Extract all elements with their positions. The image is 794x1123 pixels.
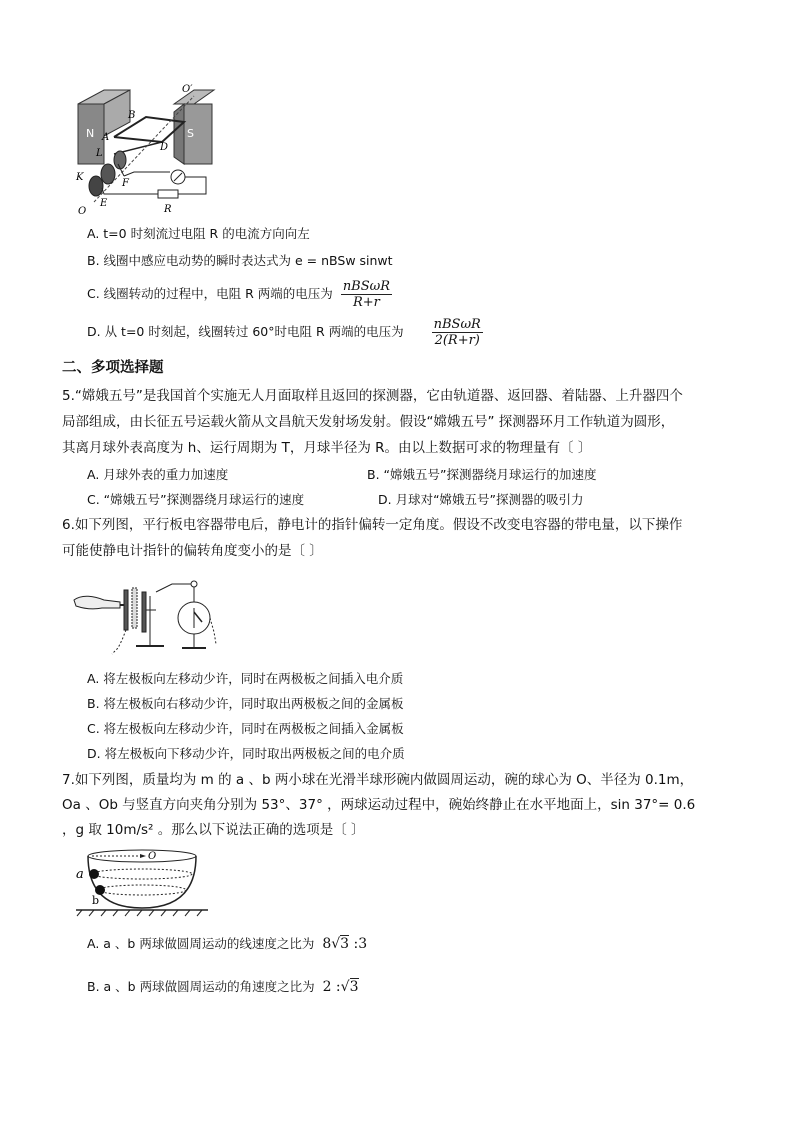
svg-text:D: D <box>160 142 169 153</box>
q4-c-fraction: $\frac{\text{nBSωR}}{R+r}$ <box>342 279 391 310</box>
svg-text:F: F <box>122 178 129 189</box>
q7-b-ratio: 2 :√3 <box>322 979 359 995</box>
svg-text:O: O <box>78 206 87 217</box>
q6-option-c: C. 将左极板向左移动少许，同时在两极板之间插入金属板 <box>87 721 404 736</box>
q7-option-b: B. a 、b 两球做圆周运动的角速度之比为 2 :√3 <box>87 979 359 995</box>
q5-option-b: B. “嫦娥五号”探测器绕月球运行的加速度 <box>367 467 597 482</box>
q5-stem-line2: 局部组成，由长征五号运载火箭从文昌航天发射场发射。假设“嫦娥五号” 探测器环月工作轨道为圆形， <box>62 414 675 430</box>
bowl-center-label: O <box>148 851 157 862</box>
q6-stem-line1: 6.如下列图，平行板电容器带电后，静电计的指针偏转一定角度。假设不改变电容器的带电量，以下操作 <box>62 517 683 533</box>
q6-option-a: A. 将左极板向左移动少许，同时在两极板之间插入电介质 <box>87 671 404 686</box>
svg-text:E: E <box>100 198 108 209</box>
svg-text:K: K <box>76 172 84 183</box>
ball-b-label: b <box>92 894 100 907</box>
q7-stem-line2: Oa 、Ob 与竖直方向夹角分别为 53°、37° ，两球运动过程中，碗始终静止在水平地面上，sin 37°= 0.6 <box>62 797 696 813</box>
q5-option-a: A. 月球外表的重力加速度 <box>87 467 229 482</box>
q5-option-c: C. “嫦娥五号”探测器绕月球运行的速度 <box>87 492 305 507</box>
generator-figure <box>74 82 234 222</box>
q4-option-b: B. 线圈中感应电动势的瞬时表达式为 e = nBSw sinwt <box>87 253 393 268</box>
q4-option-a: A. t=0 时刻流过电阻 R 的电流方向向左 <box>87 226 310 241</box>
ball-a-label: a <box>76 867 84 882</box>
q4-d-fraction: $\frac{\text{nBSωR}}{2(R+r)}$ <box>433 317 481 348</box>
q6-option-b: B. 将左极板向右移动少许，同时取出两极板之间的金属板 <box>87 696 404 711</box>
bowl-figure <box>72 846 212 918</box>
capacitor-electroscope-figure <box>72 578 242 660</box>
q7-a-ratio: 8√3 :3 <box>322 936 368 952</box>
section-heading: 二、多项选择题 <box>62 360 164 376</box>
q4-option-c: C. 线圈转动的过程中，电阻 R 两端的电压为 $\frac{\text{nBSωR}}{R+r}$ <box>87 279 391 310</box>
svg-text:S: S <box>187 127 194 140</box>
q7-stem-line3: ，g 取 10m/s² 。那么以下说法正确的选项是〔 〕 <box>62 822 365 838</box>
q5-option-d: D. 月球对“嫦娥五号”探测器的吸引力 <box>378 492 584 507</box>
q4-option-d: D. 从 t=0 时刻起，线圈转过 60°时电阻 R 两端的电压为 $\frac{\text{nBSωR}}{2(R+r)}$ <box>87 317 481 348</box>
svg-text:L: L <box>96 148 103 159</box>
svg-text:A: A <box>102 132 110 143</box>
q6-option-d: D. 将左极板向下移动少许，同时取出两极板之间的电介质 <box>87 746 405 761</box>
q5-stem-line3: 其离月球外表高度为 h、运行周期为 T，月球半径为 R。由以上数据可求的物理量有〔 〕 <box>62 440 592 456</box>
svg-text:B: B <box>128 110 136 121</box>
q6-stem-line2: 可能使静电计指针的偏转角度变小的是〔 〕 <box>62 543 323 559</box>
q7-stem-line1: 7.如下列图，质量均为 m 的 a 、b 两小球在光滑半球形碗内做圆周运动，碗的球心为 O、半径为 0.1m， <box>62 772 694 788</box>
label-o-prime: O′ <box>182 84 193 95</box>
svg-text:N: N <box>86 127 95 140</box>
svg-text:R: R <box>164 204 172 215</box>
q7-option-a: A. a 、b 两球做圆周运动的线速度之比为 8√3 :3 <box>87 936 368 952</box>
q5-stem-line1: 5.“嫦娥五号”是我国首个实施无人月面取样且返回的探测器，它由轨道器、返回器、着陆器、上升器四个 <box>62 388 683 404</box>
